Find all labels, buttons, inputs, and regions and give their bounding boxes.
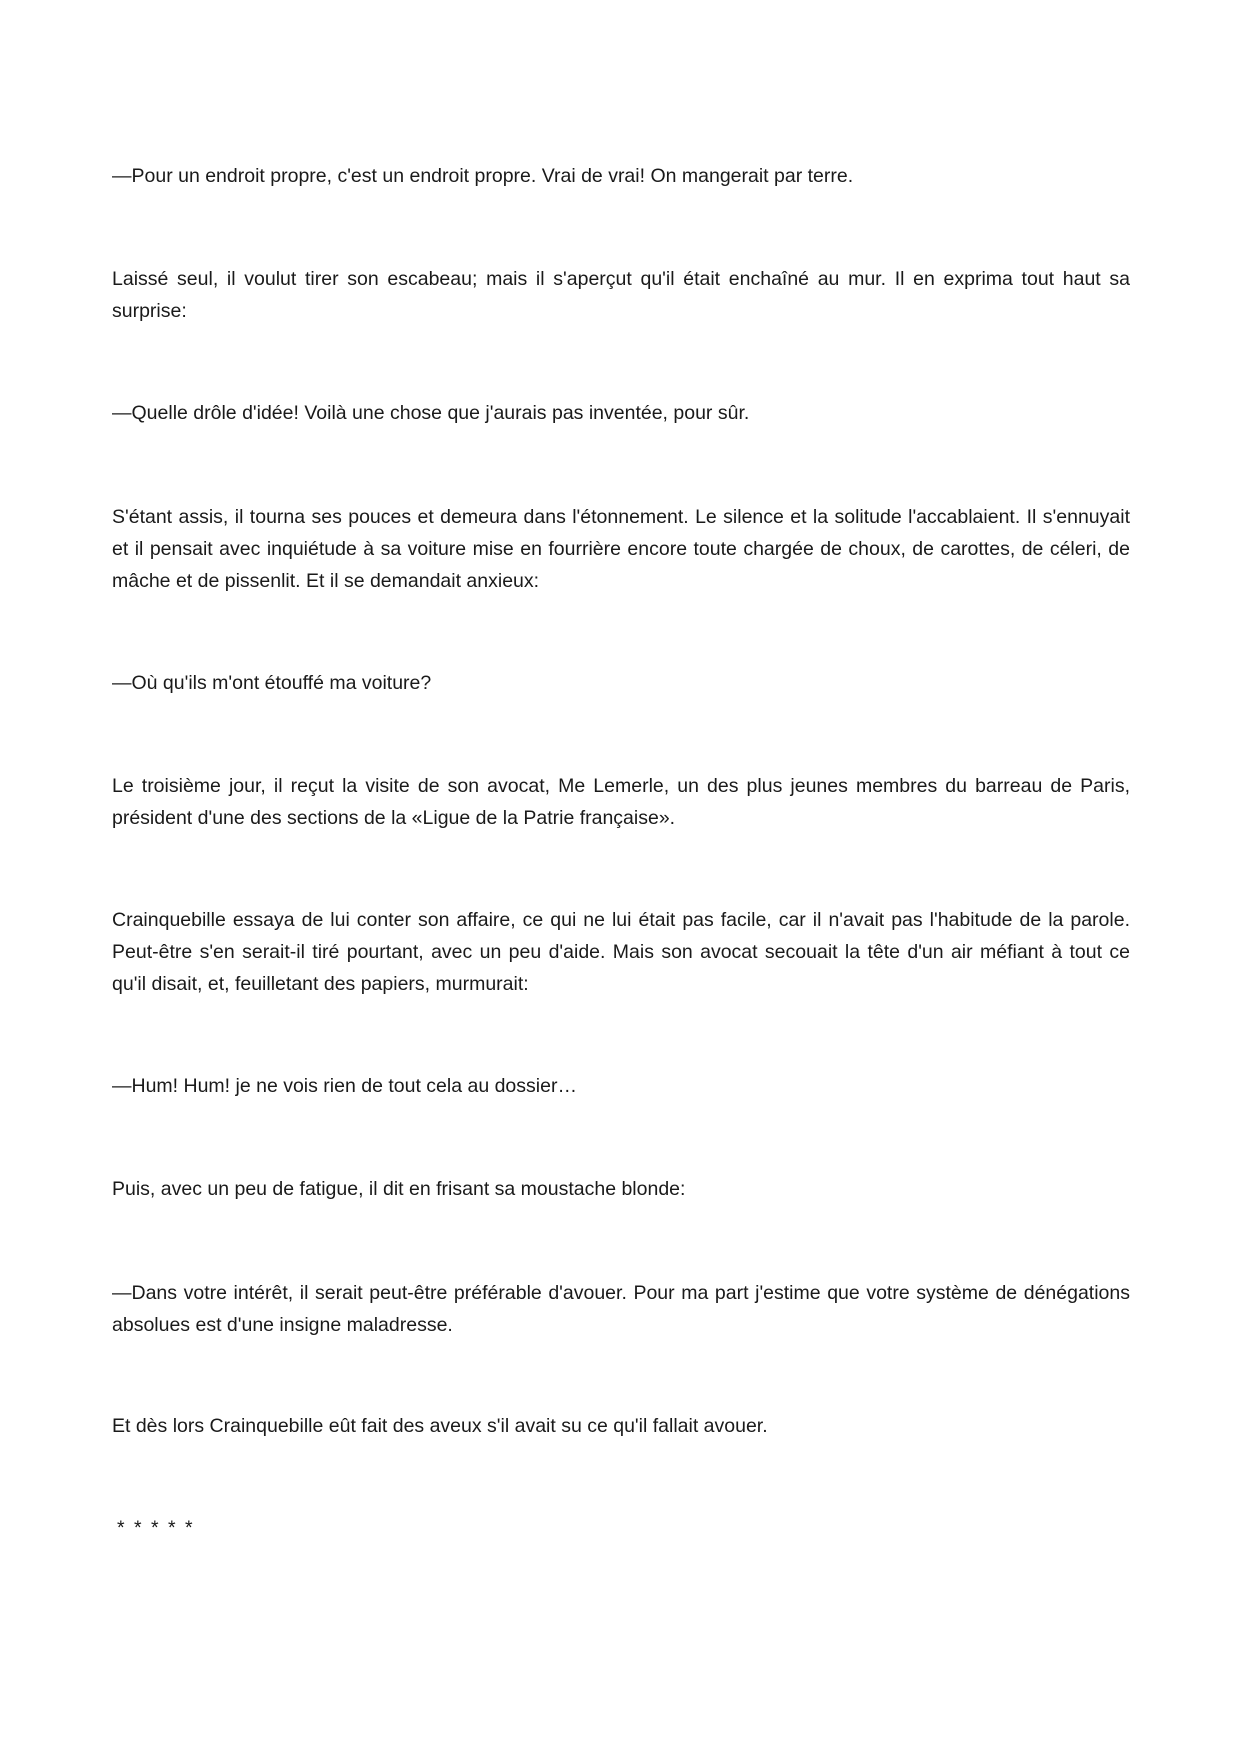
- paragraph-7: Crainquebille essaya de lui conter son affaire, ce qui ne lui était pas facile, car il n'avait pas l'habitude de la parole. Peut-être s'en serait-il tiré pourtant, avec un peu d'aide. Mais son avocat secouait la tête d'un air méfiant à tout ce qu'il disait, et, feuilletant des papiers, murmurait:: [112, 909, 1130, 995]
- paragraph-8: —Hum! Hum! je ne vois rien de tout cela au dossier…: [112, 1075, 577, 1097]
- paragraph-3: —Quelle drôle d'idée! Voilà une chose que j'aurais pas inventée, pour sûr.: [112, 402, 750, 424]
- paragraph-4: S'étant assis, il tourna ses pouces et demeura dans l'étonnement. Le silence et la solitude l'accablaient. Il s'ennuyait et il pensait avec inquiétude à sa voiture mise en fourrière encore toute chargée de choux, de carottes, de céleri, de mâche et de pissenlit. Et il se demandait anxieux:: [112, 506, 1130, 592]
- paragraph-9: Puis, avec un peu de fatigue, il dit en frisant sa moustache blonde:: [112, 1178, 686, 1200]
- paragraph-1: —Pour un endroit propre, c'est un endroit propre. Vrai de vrai! On mangerait par terre.: [112, 165, 854, 187]
- paragraph-10: —Dans votre intérêt, il serait peut-être préférable d'avouer. Pour ma part j'estime que votre système de dénégations absolues est d'une insigne maladresse.: [112, 1282, 1130, 1336]
- section-separator: * * * * *: [117, 1517, 195, 1539]
- paragraph-5: —Où qu'ils m'ont étouffé ma voiture?: [112, 672, 432, 694]
- paragraph-11: Et dès lors Crainquebille eût fait des aveux s'il avait su ce qu'il fallait avouer.: [112, 1415, 768, 1437]
- paragraph-2: Laissé seul, il voulut tirer son escabeau; mais il s'aperçut qu'il était enchaîné au mur. Il en exprima tout haut sa surprise:: [112, 268, 1130, 322]
- paragraph-6: Le troisième jour, il reçut la visite de son avocat, Me Lemerle, un des plus jeunes membres du barreau de Paris, président d'une des sections de la «Ligue de la Patrie française».: [112, 775, 1130, 829]
